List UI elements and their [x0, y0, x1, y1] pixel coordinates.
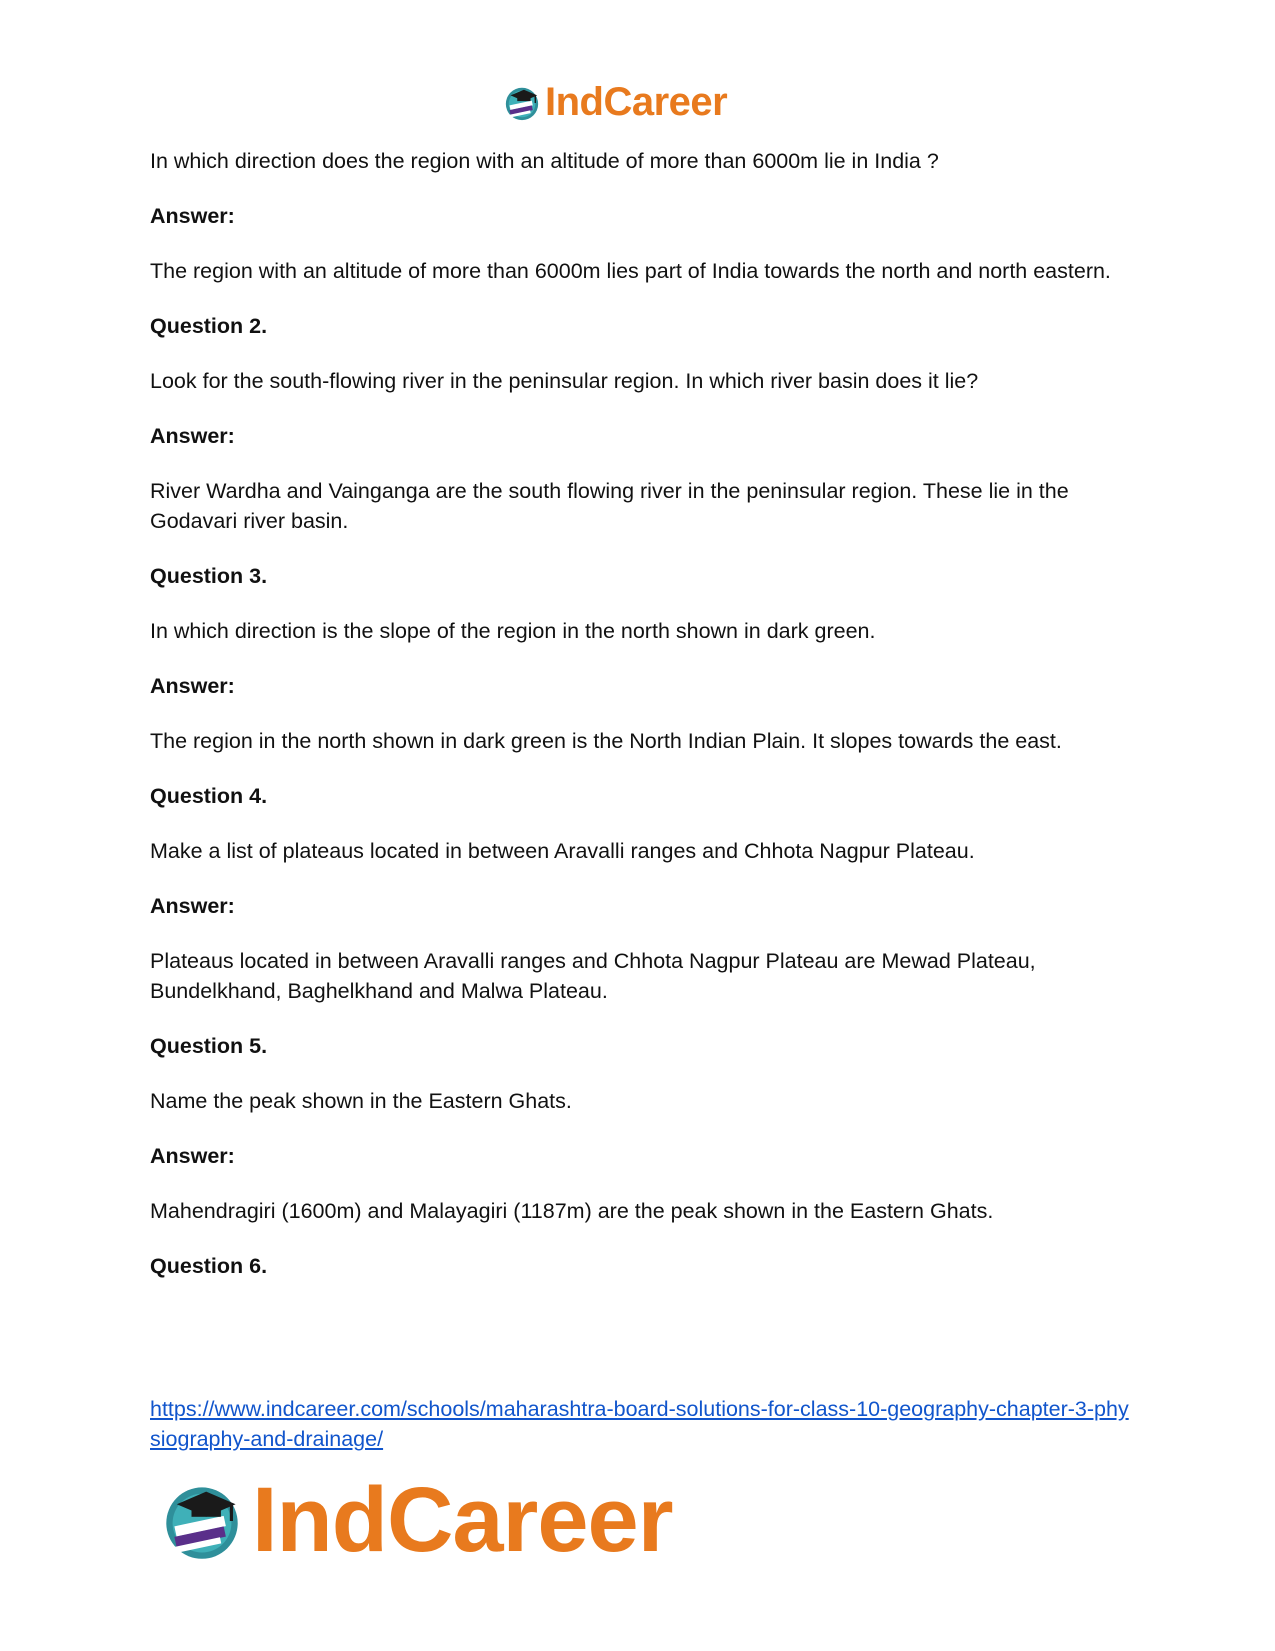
answer-label: Answer: [150, 1144, 235, 1168]
paragraph: In which direction does the region with an altitude of more than 6000m lie in India ? [150, 149, 939, 173]
graduation-cap-book-globe-icon [503, 84, 541, 122]
question-heading: Question 6. [150, 1254, 268, 1278]
document-body [150, 146, 1130, 1306]
paragraph: The region with an altitude of more than 6000m lies part of India towards the north and north eastern. [150, 259, 1111, 283]
footer-logo-text: IndCareer [252, 1469, 673, 1571]
answer-label: Answer: [150, 894, 235, 918]
question-heading: Question 3. [150, 564, 268, 588]
answer-label: Answer: [150, 424, 235, 448]
footer-logo [160, 1468, 673, 1573]
paragraph: In which direction is the slope of the region in the north shown in dark green. [150, 619, 876, 643]
paragraph: Make a list of plateaus located in between Aravalli ranges and Chhota Nagpur Plateau. [150, 839, 975, 863]
graduation-cap-book-globe-icon [160, 1479, 244, 1563]
paragraph: Look for the south-flowing river in the peninsular region. In which river basin does it lie? [150, 369, 979, 393]
question-heading: Question 5. [150, 1034, 268, 1058]
paragraph: Name the peak shown in the Eastern Ghats. [150, 1089, 572, 1113]
paragraph: River Wardha and Vainganga are the south flowing river in the peninsular region. These lie in the Godavari river basin. [150, 479, 1069, 533]
answer-label: Answer: [150, 674, 235, 698]
header-logo-text: IndCareer [545, 80, 728, 124]
question-heading: Question 2. [150, 314, 268, 338]
paragraph: Plateaus located in between Aravalli ranges and Chhota Nagpur Plateau are Mewad Plateau, Bundelkhand, Baghelkhand and Malwa Plateau. [150, 949, 1036, 1003]
question-heading: Question 4. [150, 784, 268, 808]
source-link[interactable]: https://www.indcareer.com/schools/maharashtra-board-solutions-for-class-10-geography-chapter-3-physiography-and-drainage/ [150, 1397, 1129, 1451]
paragraph: The region in the north shown in dark green is the North Indian Plain. It slopes towards the east. [150, 729, 1062, 753]
paragraph: Mahendragiri (1600m) and Malayagiri (1187m) are the peak shown in the Eastern Ghats. [150, 1199, 994, 1223]
answer-label: Answer: [150, 204, 235, 228]
header-logo [503, 80, 727, 125]
